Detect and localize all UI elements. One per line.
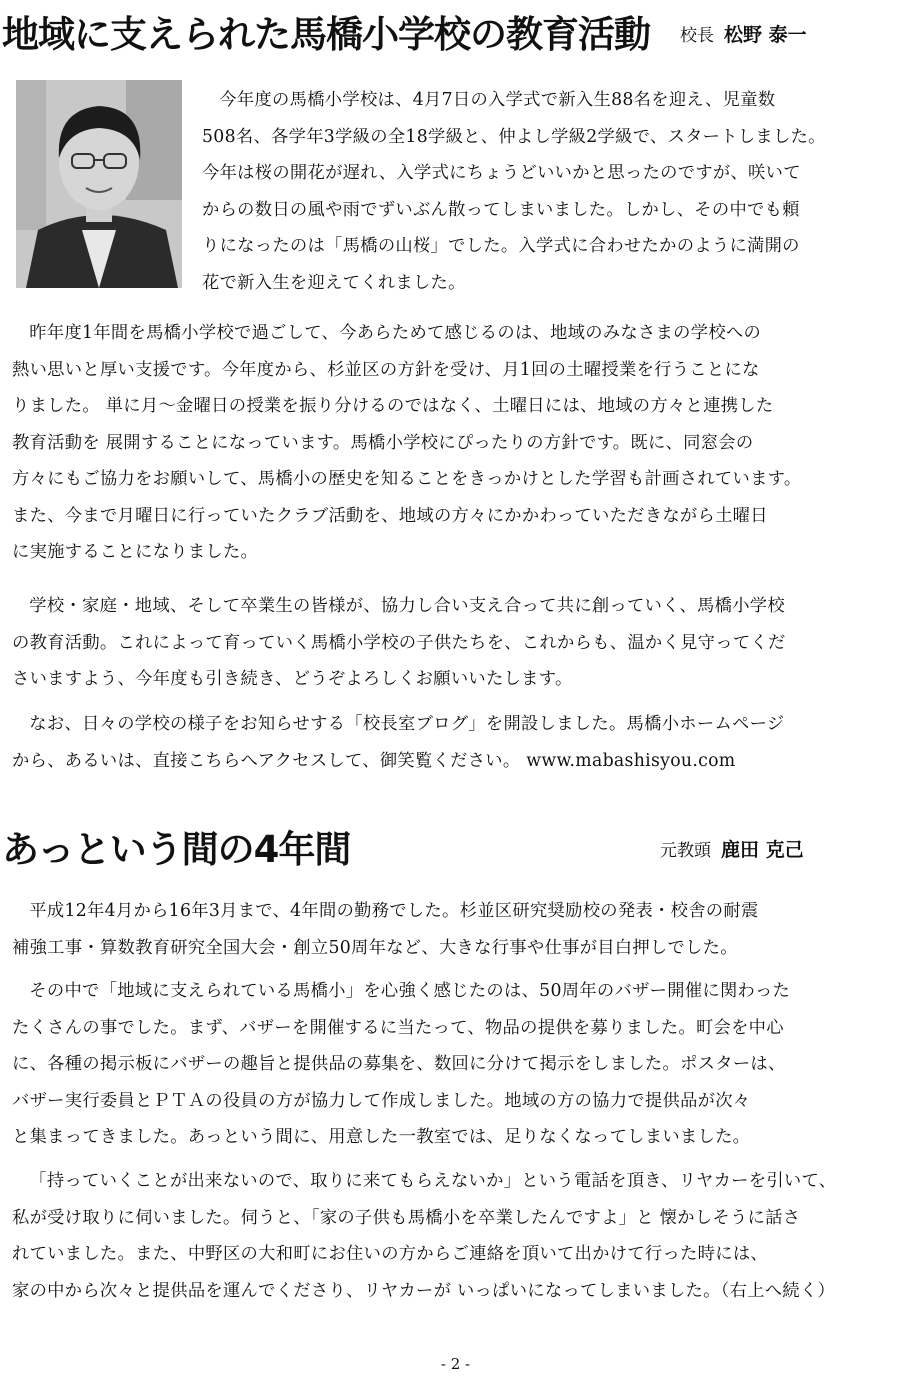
article1-author-role: 校長 (680, 26, 714, 46)
article2-author-name: 鹿田 克己 (721, 839, 804, 861)
article1-paragraph-4: なお、日々の学校の様子をお知らせする「校長室ブログ」を開設しました。馬橋小ホームページ から、あるいは、直接こちらへアクセスして、御笑覧ください。 www.mabashisyou.com (12, 714, 785, 771)
article1-paragraph-2: 昨年度1年間を馬橋小学校で過ごして、今あらためて感じるのは、地域のみなさまの学校への 熱い思いと厚い支援です。今年度から、杉並区の方針を受け、月1回の土曜授業を行うことにな りました。 単に月～金曜日の授業を振り分けるのではなく、土曜日には、地域の方々と連携した 教育活動を 展開することになっています。馬橋小学校にぴったりの方針です。既に、同窓会の 方々にもご協力をお願いして、馬橋小の歴史を知ることをきっかけとした学習も計画されています。 また、今まで月曜日に行っていたクラブ活動を、地域の方々にかかわっていただきながら土曜日 に実施することになりました。 (12, 323, 802, 562)
article1-author (680, 20, 807, 47)
article2-paragraph-3: 「持っていくことが出来ないので、取りに来てもらえないか」という電話を頂き、リヤカーを引いて、 私が受け取りに伺いました。伺うと、「家の子供も馬橋小を卒業したんですよ」と 懐かしそうに話さ れていました。また、中野区の大和町にお住いの方からご連絡を頂いて出かけて行った時には、 家の中から次々と提供品を運んでくださり、リヤカーが いっぱいになってしまいました。（右上へ続く） (12, 1171, 837, 1301)
principal-photo (16, 80, 182, 288)
article2-author (660, 835, 804, 862)
article1-paragraph-3: 学校・家庭・地域、そして卒業生の皆様が、協力し合い支え合って共に創っていく、馬橋小学校 の教育活動。これによって育っていく馬橋小学校の子供たちを、これからも、温かく見守ってくだ さいますよう、今年度も引き続き、どうぞよろしくお願いいたします。 (12, 596, 786, 689)
article1-title: 地域に支えられた馬橋小学校の教育活動 (2, 13, 650, 56)
article2-title: あっという間の4年間 (2, 828, 351, 871)
portrait-image (16, 80, 182, 288)
article2-paragraph-2: その中で「地域に支えられている馬橋小」を心強く感じたのは、50周年のバザー開催に関わった たくさんの事でした。まず、バザーを開催するに当たって、物品の提供を募りました。町会を中心 に、各種の掲示板にバザーの趣旨と提供品の募集を、数回に分けて掲示をしました。ポスターは、 バザー実行委員とＰＴＡの役員の方が協力して作成しました。地域の方の協力で提供品が次々 と集まってきました。あっという間に、用意した一教室では、足りなくなってしまいました。 (12, 981, 791, 1147)
article1-heading (0, 10, 911, 60)
article1-paragraph-1: 今年度の馬橋小学校は、4月7日の入学式で新入生88名を迎え、児童数 508名、各学年3学級の全18学級と、仲よし学級2学級で、スタートしました。 今年は桜の開花が遅れ、入学式にちょうどいいかと思ったのですが、咲いて からの数日の風や雨でずいぶん散ってしまいました。しかし、その中でも頼 りになったのは「馬橋の山桜」でした。入学式に合わせたかのように満開の 花で新入生を迎えてくれました。 (202, 90, 826, 293)
article2-paragraph-1: 平成12年4月から16年3月まで、4年間の勤務でした。杉並区研究奨励校の発表・校舎の耐震 補強工事・算数教育研究全国大会・創立50周年など、大きな行事や仕事が目白押しでした。 (12, 901, 759, 958)
article2-heading (0, 825, 911, 875)
article2-author-role: 元教頭 (660, 841, 711, 861)
article1-author-name: 松野 泰一 (724, 24, 807, 46)
page-number: - 2 - (440, 1355, 471, 1373)
